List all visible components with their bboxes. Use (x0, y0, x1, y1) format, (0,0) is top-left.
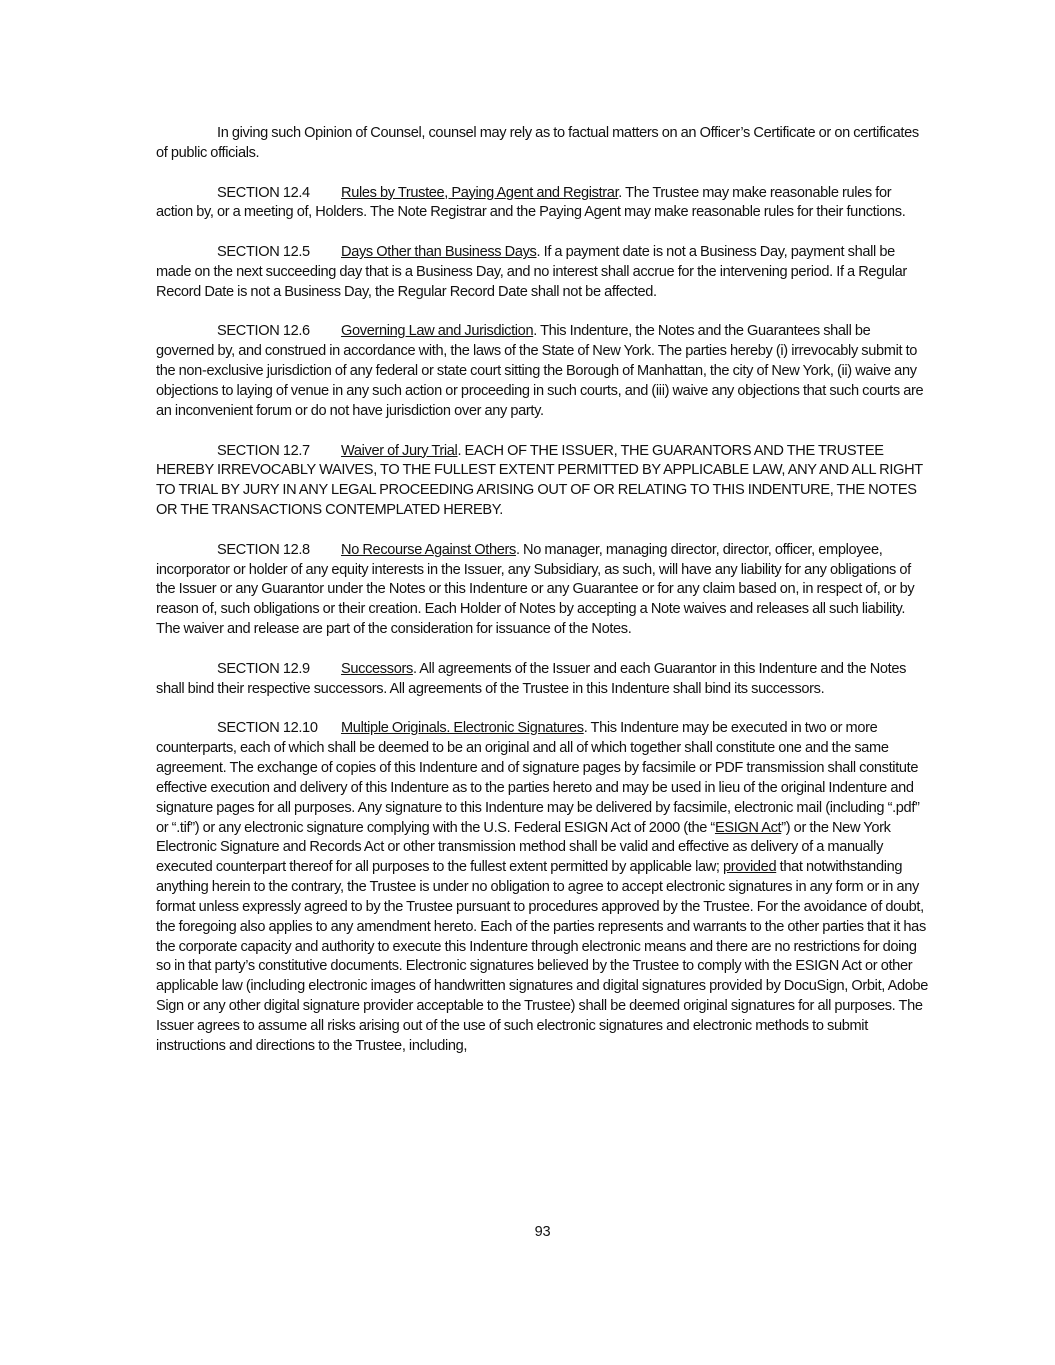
section-body: . This Indenture, the Notes and the Guarantees shall be governed by, and construed in accordance with, the laws of the State of New York. The parties hereby (i) irrevocably submit to the non-exclusive jurisdiction of any federal or state court sitting the Borough of Manhattan, the city of New York, (ii) waive any objections to laying of venue in any such action or proceeding in such courts, and (iii) waive any objections that such courts are an inconvenient forum or do not have jurisdiction over any party. (156, 323, 924, 419)
section-number: SECTION 12.4 (217, 184, 310, 201)
section-heading: Waiver of Jury Trial (341, 442, 458, 459)
section-12-4-paragraph (156, 184, 931, 224)
section-12-8-paragraph (156, 541, 931, 640)
section-number: SECTION 12.7 (217, 442, 310, 459)
section-heading: No Recourse Against Others (341, 541, 516, 558)
section-number: SECTION 12.9 (217, 660, 310, 677)
provided-term: provided (723, 859, 777, 876)
document-page (156, 124, 931, 1077)
intro-paragraph: In giving such Opinion of Counsel, counsel may rely as to factual matters on an Officer’s Certificate or on certificates of public officials. (156, 125, 919, 161)
section-12-7-paragraph (156, 442, 931, 521)
esign-act-term: ESIGN Act (714, 819, 782, 836)
section-12-6-paragraph (156, 322, 931, 421)
section-number: SECTION 12.8 (217, 541, 310, 558)
section-heading: Governing Law and Jurisdiction (341, 323, 534, 340)
section-number: SECTION 12.10 (217, 720, 318, 737)
page-number: 93 (534, 1224, 551, 1240)
section-body-part-1: . This Indenture may be executed in two or more counterparts, each of which shall be deemed to be an original and all of which together shall constitute one and the same agreement. The exchange of copies of this Indenture and of signature pages by facsimile or PDF transmission shall constitute effective execution and delivery of this Indenture as to the parties hereto and may be used in lieu of the original Indenture and signature pages for all purposes. Any signature to this Indenture may be delivered by facsimile, electronic mail (including “.pdf” or “.tif”) or any electronic signature complying with the U.S. Federal ESIGN Act of 2000 (the “ (156, 720, 920, 836)
section-body: . The Trustee may make reasonable rules for action by, or a meeting of, Holders. The Note Registrar and the Paying Agent may make reasonable rules for their functions. (156, 184, 906, 221)
section-body: . All agreements of the Issuer and each Guarantor in this Indenture and the Notes shall bind their respective successors. All agreements of the Trustee in this Indenture shall bind its successors. (156, 660, 907, 697)
section-heading: Days Other than Business Days (341, 244, 537, 261)
section-body: . If a payment date is not a Business Day, payment shall be made on the next succeeding day that is a Business Day, and no interest shall accrue for the intervening period. If a Regular Record Date is not a Business Day, the Regular Record Date shall not be affected. (156, 244, 907, 300)
section-heading: Rules by Trustee, Paying Agent and Registrar (341, 184, 619, 201)
section-body: . EACH OF THE ISSUER, THE GUARANTORS AND THE TRUSTEE HEREBY IRREVOCABLY WAIVES, TO THE FULLEST EXTENT PERMITTED BY APPLICABLE LAW, ANY AND ALL RIGHT TO TRIAL BY JURY IN ANY LEGAL PROCEEDING ARISING OUT OF OR RELATING TO THIS INDENTURE, THE NOTES OR THE TRANSACTIONS CONTEMPLATED HEREBY. (156, 442, 923, 519)
section-12-5-paragraph (156, 243, 931, 303)
section-number: SECTION 12.5 (217, 244, 310, 261)
section-12-10-paragraph (156, 719, 931, 1056)
section-body: . No manager, managing director, director, officer, employee, incorporator or holder of any equity interests in the Issuer, any Subsidiary, as such, will have any liability for any obligations of the Issuer or any Guarantor under the Notes or this Indenture or any Guarantee or for any claim based on, in respect of, or by reason of, such obligations or their creation. Each Holder of Notes by accepting a Note waives and releases all such liability. The waiver and release are part of the consideration for issuance of the Notes. (156, 541, 915, 638)
section-heading: Multiple Originals. Electronic Signatures (341, 720, 584, 737)
section-heading: Successors (341, 660, 413, 677)
section-number: SECTION 12.6 (217, 323, 310, 340)
section-body-part-3: that notwithstanding anything herein to the contrary, the Trustee is under no obligation to agree to accept electronic signatures in any form or in any format unless expressly agreed to by the Trustee pursuant to procedures approved by the Trustee. For the avoidance of doubt, the foregoing also applies to any amendment hereto. Each of the parties represents and warrants to the other parties that it has the corporate capacity and authority to execute this Indenture through electronic means and there are no restrictions for doing so in that party’s constitutive documents. Electronic signatures believed by the Trustee to comply with the ESIGN Act or other applicable law (including electronic images of handwritten signatures and digital signatures provided by DocuSign, Orbit, Adobe Sign or any other digital signature provider acceptable to the Trustee) shall be deemed original signatures for all purposes. The Issuer agrees to assume all risks arising out of the use of such electronic signatures and electronic methods to submit instructions and directions to the Trustee, including, (156, 859, 929, 1054)
section-body-part-2: ”) or the New York Electronic Signature and Records Act or other transmission method shall be valid and effective as delivery of a manually executed counterpart thereof for all purposes to the fullest extent permitted by applicable law; (156, 819, 891, 876)
section-12-9-paragraph (156, 660, 931, 700)
